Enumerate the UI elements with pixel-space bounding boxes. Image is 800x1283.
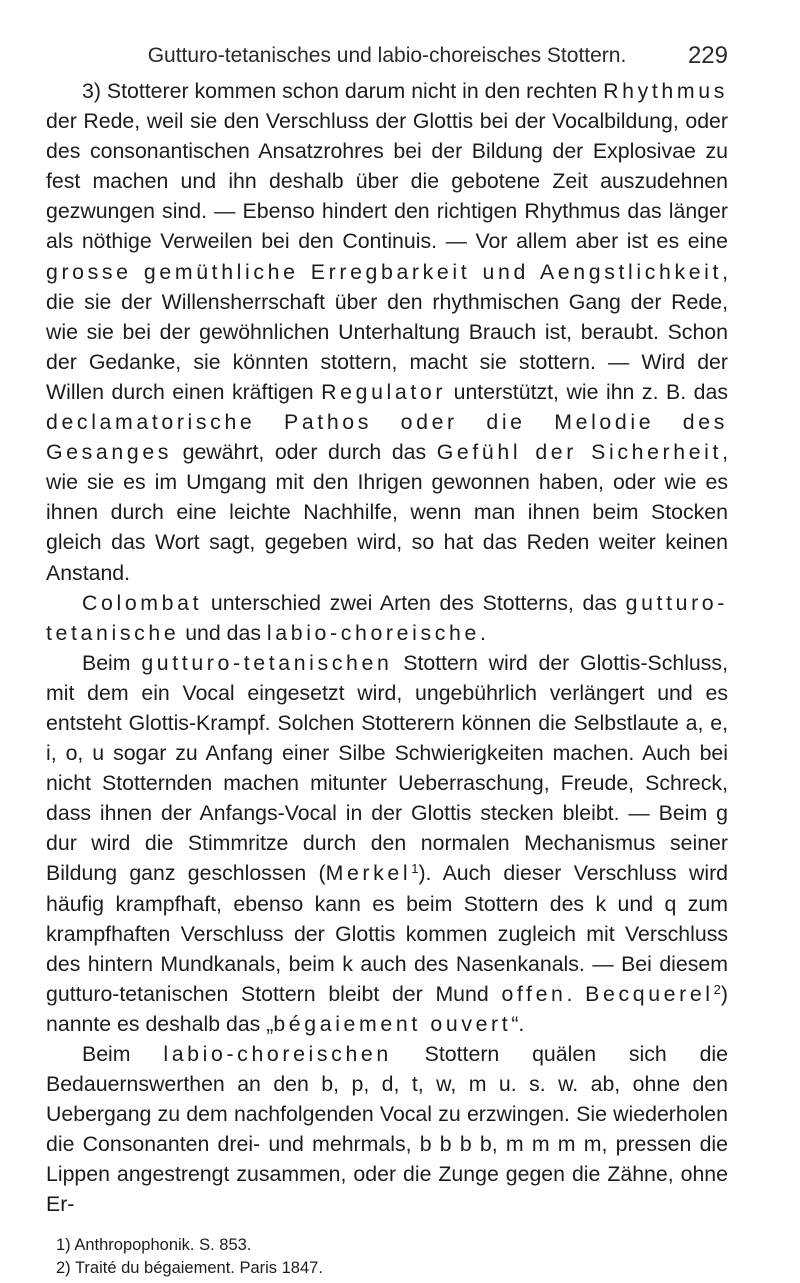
footnote-ref-2[interactable]: 2 — [713, 981, 721, 997]
text-run: unterschied zwei Arten des Stotterns, das — [202, 590, 626, 615]
spaced-term: offen — [501, 981, 567, 1006]
text-run: “. — [511, 1011, 525, 1036]
text-run: der Rede, weil sie den Verschluss der Glottis bei der Vocalbildung, oder des consonantischen Ansatzrohres bei der Bildung der Explosivae zu fest machen und ihn deshalb über die gebotene Zeit auszudehnen gezwungen sind. — Ebenso hindert den richtigen Rhythmus das länger als nöthige Verweilen bei den Continuis. — Vor allem aber ist es eine — [46, 109, 728, 254]
spaced-term: grosse gemüthliche Erregbarkeit und Aengstlichkeit — [46, 259, 723, 284]
text-run: gewährt, oder durch das — [172, 440, 437, 465]
text-run: . — [479, 620, 486, 645]
text-run: ) nannte es deshalb das „ — [46, 981, 728, 1036]
text-run: wird die Stimmritze durch den normalen Mechanismus seiner Bildung ganz geschlossen ( — [46, 831, 728, 886]
author-name: Becquerel — [585, 981, 714, 1006]
spaced-term: Regulator — [321, 379, 447, 404]
running-title: Gutturo-tetanisches und labio-choreisches Stottern. — [147, 44, 627, 67]
spaced-term: bégaiement ouvert — [273, 1011, 512, 1036]
text-run: Beim — [82, 1042, 164, 1066]
text-run: g dur — [46, 801, 728, 856]
footnote-ref-1[interactable]: 1 — [411, 861, 419, 877]
spaced-term: gutturo-tetanischen — [141, 650, 393, 675]
text-run: unterstützt, wie ihn z. B. das — [446, 379, 728, 404]
spaced-term: Rhythmus — [603, 79, 728, 103]
spaced-term: labio-choreischen — [163, 1042, 392, 1066]
paragraph-rhythm — [46, 76, 728, 588]
text-run: , wie sie es im Umgang mit den Ihrigen gewonnen haben, oder wie es ihnen durch eine leichte Nachhilfe, wenn man ihnen beim Stocken gleich das Wort sagt, gegeben wird, so hat das Reden weiter keinen Anstand. — [46, 440, 728, 585]
text-run: . — [566, 981, 586, 1006]
text-run: Stottern quälen sich die Bedauernswerthen an den b, p, d, t, w, m u. s. w. ab, ohne den Uebergang zu dem nachfolgenden Vocal zu erzwingen. Sie wiederholen die Consonanten drei- und mehrmals, b b b b, m m m m, pressen die Lippen angestrengt zusammen, oder die Zunge gegen die Zähne, ohne Er- — [46, 1042, 728, 1217]
text-run: 3) Stotterer kommen schon darum nicht in den rechten — [82, 79, 604, 103]
text-run: und das — [179, 620, 267, 645]
running-header — [46, 40, 728, 76]
body-text — [46, 76, 728, 1220]
paragraph-colombat — [46, 588, 728, 648]
spaced-term: gutturo-tetanische — [46, 590, 728, 645]
spaced-term: declamatorische Pathos oder die Melodie des Gesanges — [46, 410, 728, 465]
paragraph-gutturo-tetanic — [46, 648, 728, 1039]
text-run: , die sie der Willensherrschaft über den rhythmischen Gang der Rede, wie sie bei der gewöhnlichen Unterhaltung Brauch ist, beraubt. Schon der Gedanke, sie könnten stottern, macht sie stottern. — Wird der Willen durch einen kräftigen — [46, 259, 728, 404]
book-page — [46, 40, 728, 1280]
author-name: Colombat — [82, 590, 203, 615]
spaced-term: Gefühl der Sicherheit — [436, 440, 723, 465]
text-run: Stottern wird der Glottis-Schluss, mit dem ein Vocal eingesetzt wird, ungebührlich verlängert und es entsteht Glottis-Krampf. Solchen Stotterern können die Selbstlaute a, e, i, o, u sogar zu Anfang einer Silbe Schwierigkeiten machen. Auch bei nicht Stotternden machen mitunter Ueberraschung, Freude, Schreck, dass ihnen der Anfangs-Vocal in der Glottis stecken bleibt. — Beim — [46, 650, 728, 826]
page-number: 229 — [687, 42, 728, 69]
paragraph-labio-choreic — [46, 1039, 728, 1220]
author-name: Merkel — [325, 861, 412, 886]
footnote-1: 1) Anthropophonik. S. 853. — [56, 1235, 252, 1254]
footnote-2: 2) Traité du bégaiement. Paris 1847. — [56, 1258, 323, 1277]
text-run: Beim — [82, 650, 142, 675]
text-run: ). Auch dieser Verschluss wird häufig krampfhaft, ebenso kann es beim Stottern des k und q zum krampfhaften Verschluss der Glottis kommen zugleich mit Verschluss des hintern Mundkanals, beim k auch des Nasenkanals. — Bei diesem gutturo-tetanischen Stottern bleibt der Mund — [46, 861, 729, 1006]
footnotes — [46, 1234, 728, 1280]
spaced-term: labio-choreische — [266, 620, 480, 645]
